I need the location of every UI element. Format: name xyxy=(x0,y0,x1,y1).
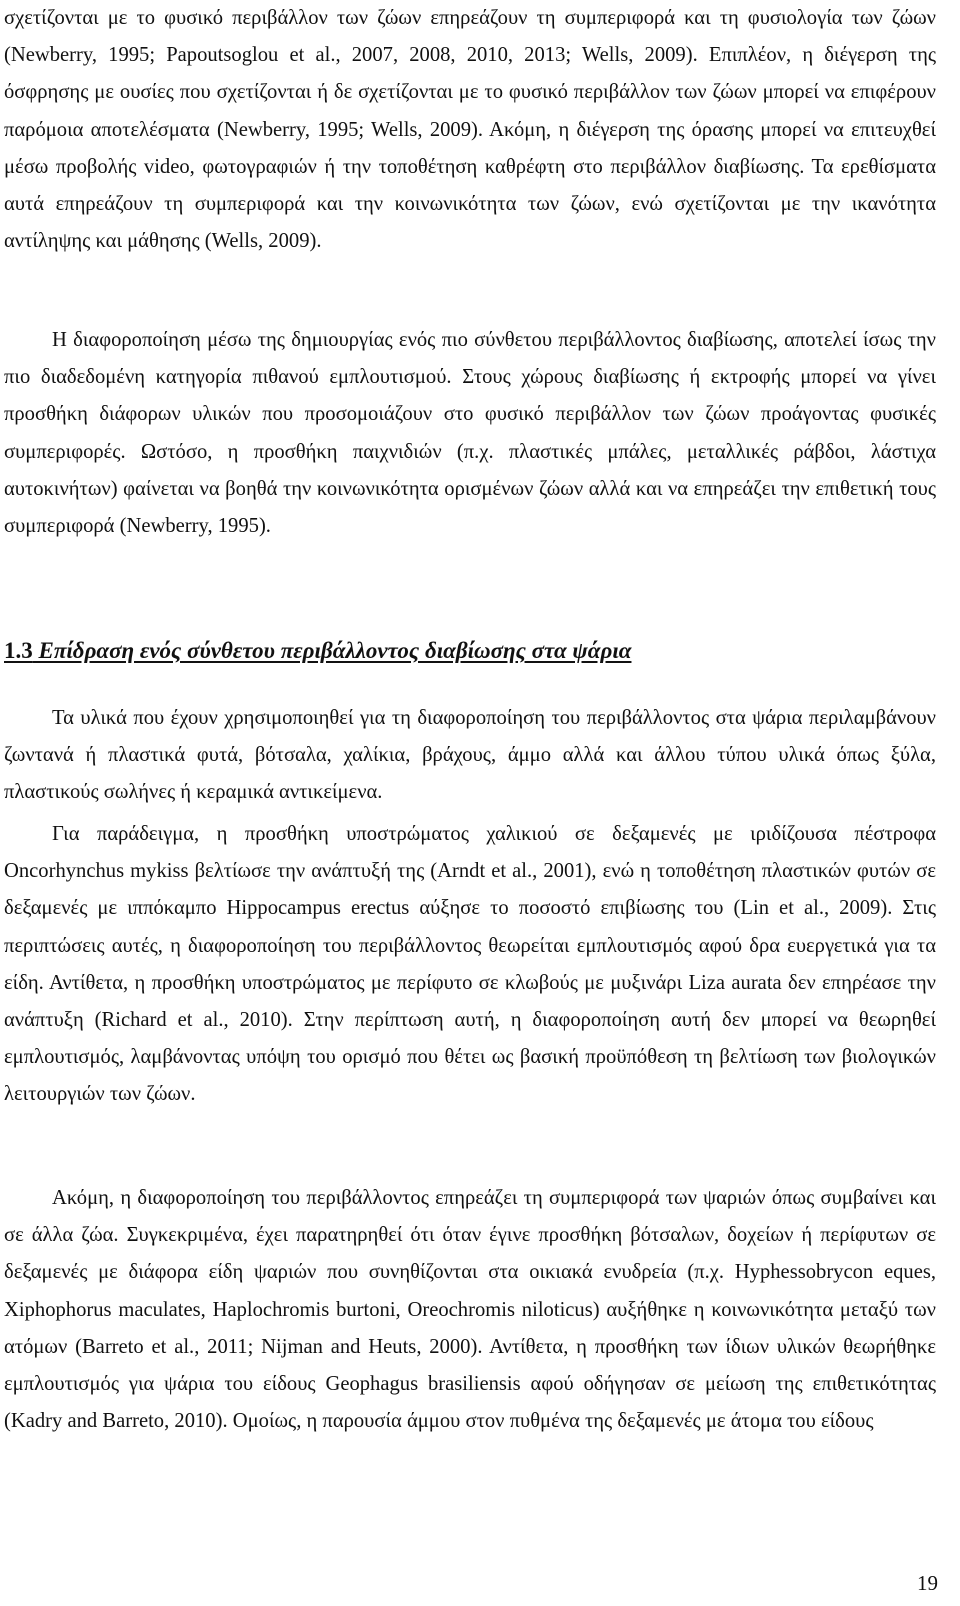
section-heading xyxy=(4,636,936,666)
body-paragraph: Τα υλικά που έχουν χρησιμοποιηθεί για τη διαφοροποίηση του περιβάλλοντος στα ψάρια περιλαμβάνουν ζωντανά ή πλαστικά φυτά, βότσαλα, χαλίκια, βράχους, άμμο αλλά και άλλου τύπου υλικά όπως ξύλα, πλαστικούς σωλήνες ή κεραμικά αντικείμενα. xyxy=(4,707,936,804)
page-number: 19 xyxy=(917,1571,938,1595)
section-title: Επίδραση ενός σύνθετου περιβάλλοντος διαβίωσης στα ψάρια xyxy=(38,638,632,663)
section-number: 1.3 xyxy=(4,638,33,663)
body-paragraph: Η διαφοροποίηση μέσω της δημιουργίας ενός πιο σύνθετου περιβάλλοντος διαβίωσης, αποτελεί ίσως την πιο διαδεδομένη κατηγορία πιθανού εμπλουτισμού. Στους χώρους διαβίωσης ή εκτροφής μπορεί να γίνει προσθήκη διάφορων υλικών που προσομοιάζουν στο φυσικό περιβάλλον των ζώων προάγοντας φυσικές συμπεριφορές. Ωστόσο, η προσθήκη παιχνιδιών (π.χ. πλαστικές μπάλες, μεταλλικές ράβδοι, λάστιχα αυτοκινήτων) φαίνεται να βοηθά την κοινωνικότητα ορισμένων ζώων αλλά και να επηρεάζει την επιθετική τους συμπεριφορά (Newberry, 1995). xyxy=(4,329,936,538)
body-paragraph: Ακόμη, η διαφοροποίηση του περιβάλλοντος επηρεάζει τη συμπεριφορά των ψαριών όπως συμβαίνει και σε άλλα ζώα. Συγκεκριμένα, έχει παρατηρηθεί ότι όταν έγινε προσθήκη βότσαλων, δοχείων ή περίφυτων σε δεξαμενές με διάφορα είδη ψαριών που συνηθίζονται στα οικιακά ενυδρεία (π.χ. Hyphessobrycon eques, Xiphophorus maculates, Haplochromis burtoni, Oreochromis niloticus) αυξήθηκε η κοινωνικότητα μεταξύ των ατόμων (Barreto et al., 2011; Nijman and Heuts, 2000). Αντίθετα, η προσθήκη των ίδιων υλικών θεωρήθηκε εμπλουτισμός για ψάρια του είδους Geophagus brasiliensis αφού οδήγησαν σε μείωση της επιθετικότητας (Kadry and Barreto, 2010). Ομοίως, η παρουσία άμμου στον πυθμένα της δεξαμενές με άτομα του είδους xyxy=(4,1187,936,1433)
body-paragraph: σχετίζονται με το φυσικό περιβάλλον των ζώων επηρεάζουν τη συμπεριφορά και τη φυσιολογία των ζώων (Newberry, 1995; Papoutsoglou et al., 2007, 2008, 2010, 2013; Wells, 2009). Επιπλέον, η διέγερση της όσφρησης με ουσίες που σχετίζονται ή δε σχετίζονται με το φυσικό περιβάλλον των ζώων μπορεί να επιφέρουν παρόμοια αποτελέσματα (Newberry, 1995; Wells, 2009). Ακόμη, η διέγερση της όρασης μπορεί να επιτευχθεί μέσω προβολής video, φωτογραφιών ή την τοποθέτηση καθρέφτη στο περιβάλλον διαβίωσης. Τα ερεθίσματα αυτά επηρεάζουν τη συμπεριφορά και την κοινωνικότητα των ζώων, ενώ σχετίζονται με την ικανότητα αντίληψης και μάθησης (Wells, 2009). xyxy=(4,7,936,253)
body-paragraph: Για παράδειγμα, η προσθήκη υποστρώματος χαλικιού σε δεξαμενές με ιριδίζουσα πέστροφα Oncorhynchus mykiss βελτίωσε την ανάπτυξή της (Arndt et al., 2001), ενώ η τοποθέτηση πλαστικών φυτών σε δεξαμενές με ιππόκαμπο Hippocampus erectus αύξησε το ποσοστό επιβίωσης του (Lin et al., 2009). Στις περιπτώσεις αυτές, η διαφοροποίηση του περιβάλλοντος θεωρείται εμπλουτισμός αφού δρα ευεργετικά για τα είδη. Αντίθετα, η προσθήκη υποστρώματος με περίφυτο σε κλωβούς με μυξινάρι Liza aurata δεν επηρέασε την ανάπτυξη (Richard et al., 2010). Στην περίπτωση αυτή, η διαφοροποίηση αυτή δεν μπορεί να θεωρηθεί εμπλουτισμός, λαμβάνοντας υπόψη του ορισμό που θέτει ως βασική προϋπόθεση τη βελτίωση των βιολογικών λειτουργιών των ζώων. xyxy=(4,823,936,1106)
